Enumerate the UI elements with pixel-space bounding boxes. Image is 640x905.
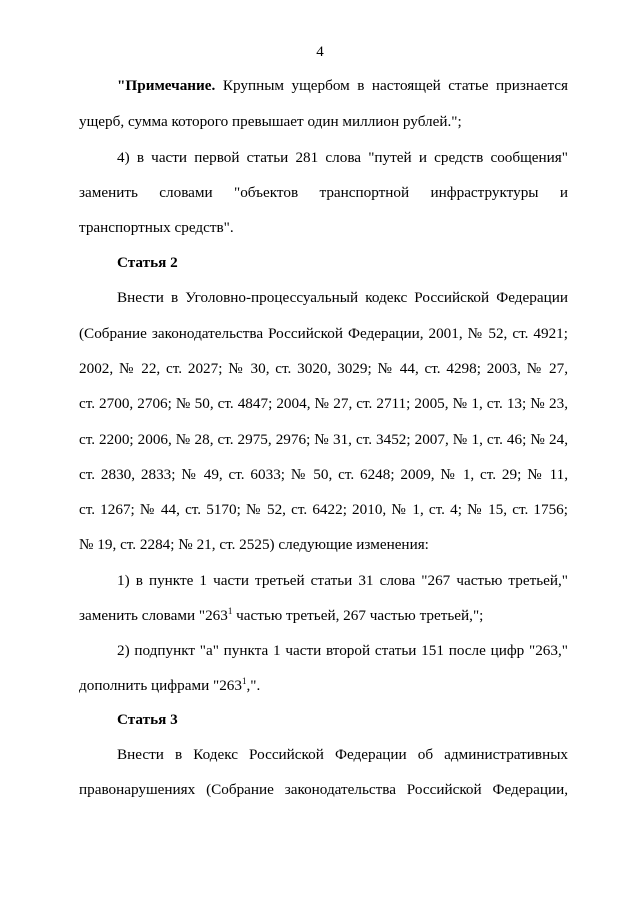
note-line-1 (117, 76, 568, 96)
article2-line: 2002, № 22, ст. 2027; № 30, ст. 3020, 3029; № 44, ст. 4298; 2003, № 27, (79, 360, 568, 377)
note-line-2: ущерб, сумма которого превышает один миллион рублей."; (79, 113, 462, 130)
article2-item2-line-1: 2) подпункт "а" пункта 1 части второй статьи 151 после цифр "263," (117, 642, 568, 659)
article2-line: ст. 1267; № 44, ст. 5170; № 52, ст. 6422; 2010, № 1, ст. 4; № 15, ст. 1756; (79, 501, 568, 518)
article2-line: ст. 2700, 2706; № 50, ст. 4847; 2004, № 27, ст. 2711; 2005, № 1, ст. 13; № 23, (79, 395, 568, 412)
article3-line: Внести в Кодекс Российской Федерации об административных (117, 746, 568, 763)
article2-item2-line-2 (79, 676, 568, 696)
superscript: 1 (241, 676, 247, 686)
article2-line: ст. 2830, 2833; № 49, ст. 6033; № 50, ст. 6248; 2009, № 1, ст. 29; № 11, (79, 466, 568, 483)
article2-item1-line-1: 1) в пункте 1 части третьей статьи 31 слова "267 частью третьей," (117, 572, 568, 589)
item4-line-1: 4) в части первой статьи 281 слова "путей и средств сообщения" (117, 149, 568, 166)
article2-line: № 19, ст. 2284; № 21, ст. 2525) следующие изменения: (79, 536, 429, 553)
article3-heading: Статья 3 (117, 711, 178, 728)
text-segment: заменить словами "263 (79, 607, 228, 624)
item4-line-3: транспортных средств". (79, 219, 234, 236)
item4-line-2: заменить словами "объектов транспортной инфраструктуры и (79, 184, 568, 201)
text-segment: ,". (246, 677, 261, 694)
article2-line: (Собрание законодательства Российской Федерации, 2001, № 52, ст. 4921; (79, 325, 568, 342)
page-number: 4 (316, 44, 324, 60)
article2-heading: Статья 2 (117, 254, 178, 271)
article2-item1-line-2 (79, 606, 568, 626)
article2-line: ст. 2200; 2006, № 28, ст. 2975, 2976; № 31, ст. 3452; 2007, № 1, ст. 46; № 24, (79, 431, 568, 448)
text-segment: частью третьей, 267 частью третьей,"; (232, 607, 484, 624)
note-text: Крупным ущербом в настоящей статье признается (215, 77, 568, 94)
superscript: 1 (227, 606, 233, 616)
article2-line: Внести в Уголовно-процессуальный кодекс Российской Федерации (117, 289, 568, 306)
text-segment: дополнить цифрами "263 (79, 677, 242, 694)
note-label: "Примечание. (117, 77, 216, 94)
article3-line: правонарушениях (Собрание законодательства Российской Федерации, (79, 781, 568, 798)
